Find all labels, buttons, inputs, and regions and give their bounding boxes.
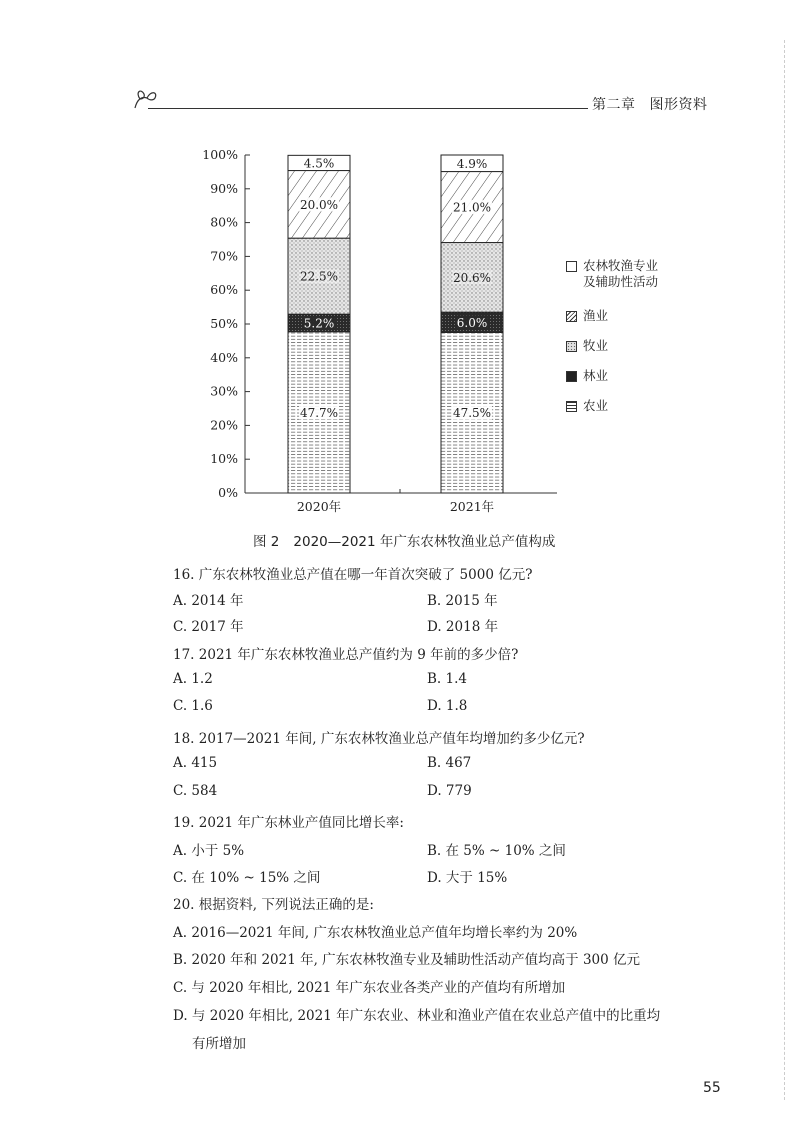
option-item: C. 584 — [173, 783, 218, 799]
question-text: 16. 广东农林牧渔业总产值在哪一年首次突破了 5000 亿元? — [173, 567, 533, 583]
page-edge-divider — [784, 40, 786, 1100]
option-item: A. 1.2 — [173, 671, 213, 687]
option-item: D. 大于 15% — [427, 870, 508, 886]
bar-data-label: 21.0% — [452, 200, 492, 215]
option-item: B. 2020 年和 2021 年, 广东农林牧渔专业及辅助性活动产值均高于 300 亿元 — [173, 952, 641, 968]
legend-item — [566, 338, 658, 368]
question-text: 18. 2017—2021 年间, 广东农林牧渔业总产值年均增加约多少亿元? — [173, 731, 585, 747]
option-item-continued: 有所增加 — [192, 1036, 246, 1052]
y-tick-label: 50% — [210, 316, 238, 331]
page-number: 55 — [703, 1080, 721, 1096]
option-item: A. 小于 5% — [173, 843, 245, 859]
y-tick-label: 60% — [210, 282, 238, 298]
option-item: C. 2017 年 — [173, 619, 244, 635]
option-item: C. 与 2020 年相比, 2021 年广东农业各类产业的产值均有所增加 — [173, 980, 566, 996]
question-text: 17. 2021 年广东农林牧渔业总产值约为 9 年前的多少倍? — [173, 647, 519, 663]
legend-label: 农业 — [583, 398, 609, 413]
question-text: 20. 根据资料, 下列说法正确的是: — [173, 897, 374, 913]
legend-swatch — [566, 311, 577, 322]
y-tick-label: 30% — [210, 383, 238, 399]
option-item: A. 2014 年 — [173, 593, 244, 609]
legend-label: 牧业 — [583, 338, 609, 353]
y-tick-label: 40% — [210, 349, 238, 365]
option-item: D. 779 — [427, 783, 472, 799]
bar-data-label: 47.5% — [452, 406, 492, 421]
chapter-label: 第二章 — [592, 97, 636, 113]
legend-swatch — [566, 401, 577, 412]
legend-label: 林业 — [583, 368, 609, 383]
x-tick-label: 2020年 — [296, 499, 342, 514]
legend-label-line2: 及辅助性活动 — [583, 274, 659, 289]
option-item: B. 467 — [427, 755, 472, 771]
legend-item — [566, 398, 658, 428]
y-tick-label: 80% — [210, 214, 238, 230]
option-item: D. 1.8 — [427, 698, 468, 714]
option-item: D. 与 2020 年相比, 2021 年广东农业、林业和渔业产值在农业总产值中的比重均 — [173, 1008, 661, 1024]
stacked-bar-chart — [195, 140, 565, 520]
question-text: 19. 2021 年广东林业产值同比增长率: — [173, 815, 404, 831]
legend-swatch — [566, 261, 577, 272]
option-item: B. 在 5% ~ 10% 之间 — [427, 843, 566, 859]
bar-data-label: 20.6% — [452, 270, 492, 285]
legend-item — [566, 368, 658, 398]
legend-item — [566, 308, 658, 338]
option-item: A. 415 — [173, 755, 218, 771]
bar-data-label: 6.0% — [456, 315, 488, 330]
y-tick-label: 20% — [210, 417, 238, 433]
option-item: A. 2016—2021 年间, 广东农林牧渔业总产值年均增长率约为 20% — [173, 925, 578, 941]
y-tick-label: 90% — [210, 180, 238, 196]
option-item: C. 在 10% ~ 15% 之间 — [173, 870, 321, 886]
option-item: C. 1.6 — [173, 698, 213, 714]
header-rule — [148, 108, 588, 109]
bar-data-label: 22.5% — [299, 269, 339, 284]
bar-data-label: 4.9% — [456, 156, 488, 171]
figure-number: 图 2 — [253, 534, 280, 550]
bar-data-label: 4.5% — [303, 156, 335, 171]
y-tick-label: 70% — [210, 248, 238, 264]
bar-data-label: 47.7% — [299, 405, 339, 420]
legend-label: 渔业 — [583, 308, 609, 323]
option-item: D. 2018 年 — [427, 619, 499, 635]
legend-label: 农林牧渔专业 — [583, 258, 659, 273]
figure-title: 2020—2021 年广东农林牧渔业总产值构成 — [293, 534, 556, 550]
bar-data-label: 20.0% — [299, 197, 339, 212]
option-item: B. 1.4 — [427, 671, 467, 687]
legend-swatch — [566, 341, 577, 352]
figure-caption — [253, 530, 555, 550]
y-tick-label: 10% — [210, 451, 238, 467]
option-item: B. 2015 年 — [427, 593, 498, 609]
chapter-header — [592, 94, 708, 114]
x-tick-label: 2021年 — [449, 499, 495, 514]
y-tick-label: 0% — [218, 485, 238, 500]
legend-swatch — [566, 371, 577, 382]
section-label: 图形资料 — [649, 97, 708, 113]
legend-item — [566, 258, 658, 308]
y-tick-label: 100% — [202, 147, 238, 162]
bar-data-label: 5.2% — [303, 316, 335, 331]
chart-legend — [566, 258, 658, 428]
